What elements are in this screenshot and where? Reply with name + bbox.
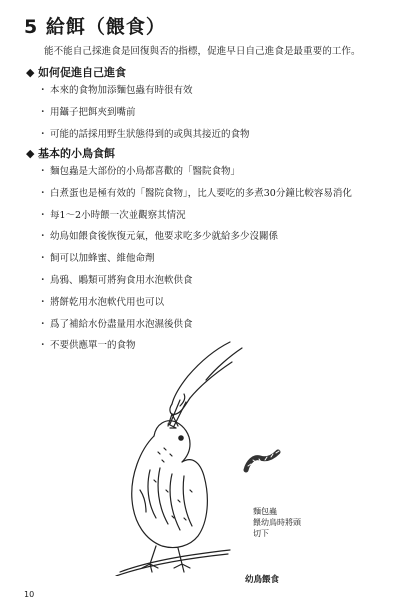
fledgling-bird-icon xyxy=(132,414,208,572)
bullet-dot-icon: ・ xyxy=(38,296,48,308)
section-heading-basic-food xyxy=(26,145,115,161)
mealworm-label: 麵包蟲 餵幼鳥時將頭 切下 xyxy=(253,507,301,538)
promote-feeding-list xyxy=(38,80,250,145)
list-item-text: 白煮蛋也是極有效的「醫院食物」，比人要吃的多煮30分鐘比較容易消化 xyxy=(50,187,352,199)
list-item-text: 用鑷子把餌夾到嘴前 xyxy=(50,106,136,118)
bullet-dot-icon: ・ xyxy=(38,318,48,330)
list-item-text: 麵包蟲是大部份的小鳥都喜歡的「醫院食物」 xyxy=(50,166,241,177)
page-title: 5 給餌（餵食） xyxy=(24,16,166,38)
list-item-text: 不要供應單一的食物 xyxy=(50,340,136,352)
bullet-dot-icon: ・ xyxy=(38,253,48,265)
bullet-dot-icon: ・ xyxy=(38,85,48,96)
list-item-text: 爲了補給水份盡量用水泡濕後供食 xyxy=(50,318,193,330)
list-item xyxy=(38,226,352,248)
list-item xyxy=(38,314,352,336)
page-number: 10 xyxy=(24,590,35,599)
section-heading-text: 基本的小鳥食餌 xyxy=(38,147,115,160)
bullet-dot-icon: ・ xyxy=(38,231,48,243)
list-item xyxy=(38,183,352,205)
list-item-text: 每1～2小時餵一次並觀察其情況 xyxy=(50,209,186,221)
list-item xyxy=(38,124,250,146)
list-item xyxy=(38,248,352,270)
list-item xyxy=(38,292,352,314)
perch-icon xyxy=(116,550,230,576)
bullet-dot-icon: ・ xyxy=(38,340,48,352)
bullet-dot-icon: ・ xyxy=(38,128,48,140)
mealworm-icon xyxy=(246,451,279,470)
list-item-text: 可能的話採用野生狀態得到的或與其接近的食物 xyxy=(50,128,250,140)
list-item xyxy=(38,270,352,292)
intro-paragraph: 能不能自己採進食是回復與否的指標，促進早日自己進食是最重要的工作。 xyxy=(44,46,361,57)
diamond-bullet-icon: ◆ xyxy=(26,66,35,79)
bullet-dot-icon: ・ xyxy=(38,187,48,199)
diamond-bullet-icon: ◆ xyxy=(26,147,35,160)
bullet-dot-icon: ・ xyxy=(38,274,48,286)
list-item-text: 將餅乾用水泡軟代用也可以 xyxy=(50,296,165,308)
list-item-text: 幼鳥如餵食後恢復元氣，他要求吃多少就給多少沒關係 xyxy=(50,231,279,243)
list-item xyxy=(38,161,352,183)
section-heading-promote-feeding xyxy=(26,64,126,80)
bullet-dot-icon: ・ xyxy=(38,209,48,221)
feeding-illustration xyxy=(110,340,290,576)
list-item-text: 飼可以加蜂蜜、維他命劑 xyxy=(50,253,155,265)
section-heading-text: 如何促進自己進食 xyxy=(38,66,126,79)
basic-food-list xyxy=(38,161,352,357)
hand-icon xyxy=(170,342,242,414)
list-item xyxy=(38,205,352,227)
figure-caption: 幼鳥餵食 xyxy=(245,575,280,585)
list-item-text: 鳥鴉、鵰類可將狗食用水泡軟供食 xyxy=(50,274,193,286)
bullet-dot-icon: ・ xyxy=(38,106,48,118)
list-item-text: 本來的食物加添麵包蟲有時很有效 xyxy=(50,85,193,96)
list-item xyxy=(38,102,250,124)
list-item xyxy=(38,80,250,102)
bullet-dot-icon: ・ xyxy=(38,166,48,177)
